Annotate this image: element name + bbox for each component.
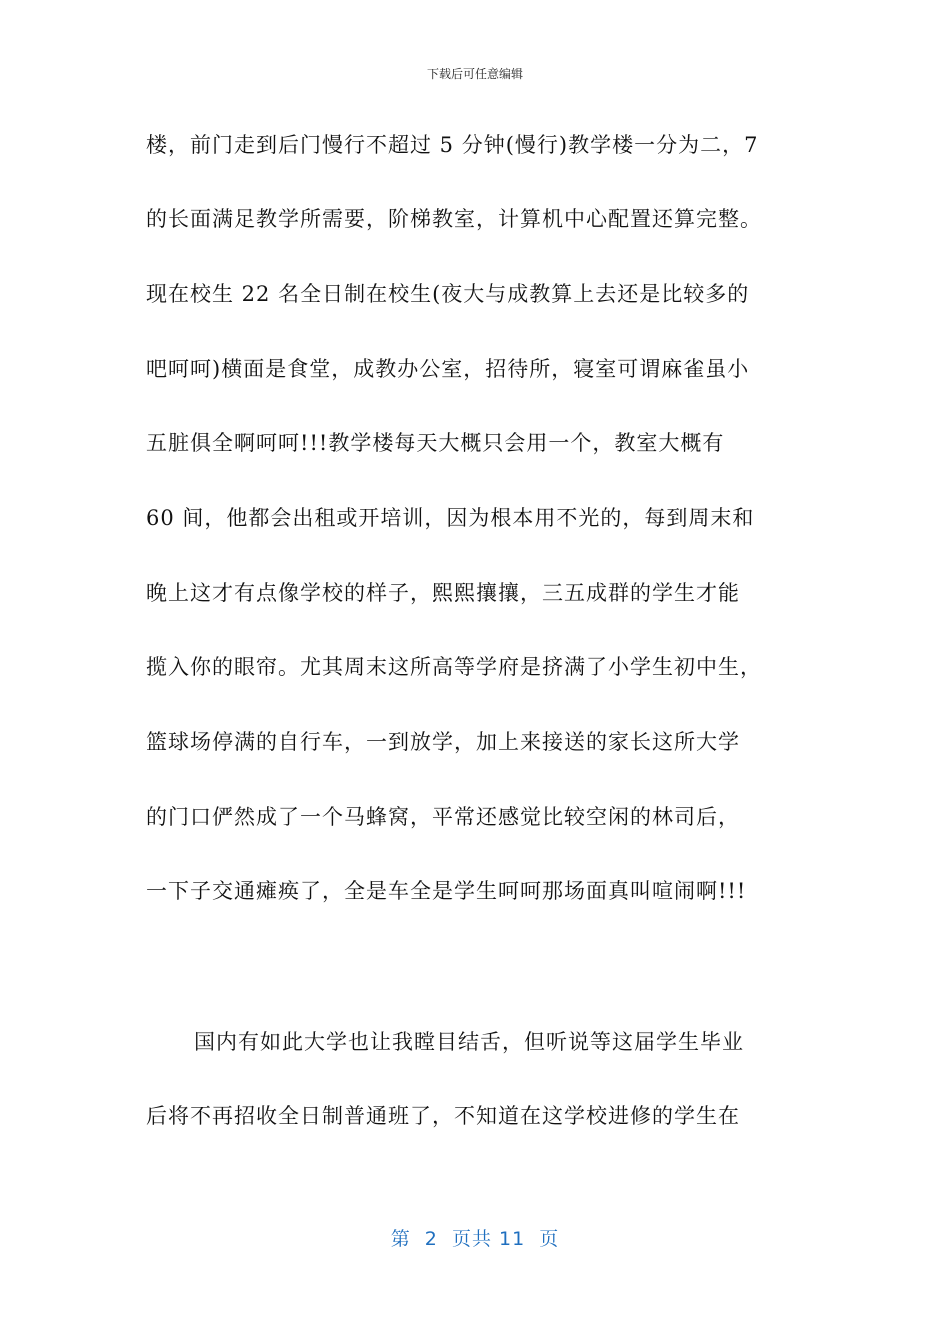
text-line: 揽入你的眼帘。尤其周末这所高等学府是挤满了小学生初中生， <box>146 655 762 679</box>
page-header: 下载后可任意编辑 <box>426 67 523 81</box>
text-line: 的门口俨然成了一个马蜂窝，平常还感觉比较空闲的林司后， <box>146 805 740 829</box>
text-line: 篮球场停满的自行车，一到放学，加上来接送的家长这所大学 <box>146 730 740 754</box>
text-line: 五脏俱全啊呵呵!!!教学楼每天大概只会用一个，教室大概有 <box>146 431 725 455</box>
text-line: 晚上这才有点像学校的样子，熙熙攘攘，三五成群的学生才能 <box>146 581 740 605</box>
text-line: 的长面满足教学所需要，阶梯教室，计算机中心配置还算完整。 <box>146 207 762 231</box>
text-line: 吧呵呵)横面是食堂，成教办公室，招待所，寝室可谓麻雀虽小 <box>146 357 750 381</box>
text-line: 后将不再招收全日制普通班了，不知道在这学校进修的学生在 <box>146 1104 740 1128</box>
text-line: 现在校生 22 名全日制在校生(夜大与成教算上去还是比较多的 <box>146 282 750 306</box>
text-line: 楼，前门走到后门慢行不超过 5 分钟(慢行)教学楼一分为二，7 <box>146 133 759 157</box>
text-line: 国内有如此大学也让我瞠目结舌，但听说等这届学生毕业 <box>194 1030 744 1054</box>
text-line: 60 间，他都会出租或开培训，因为根本用不光的，每到周末和 <box>146 506 755 530</box>
page-number: 第 2 页共 11 页 <box>390 1228 560 1250</box>
text-line: 一下子交通瘫痪了，全是车全是学生呵呵那场面真叫喧闹啊!!! <box>146 879 747 903</box>
